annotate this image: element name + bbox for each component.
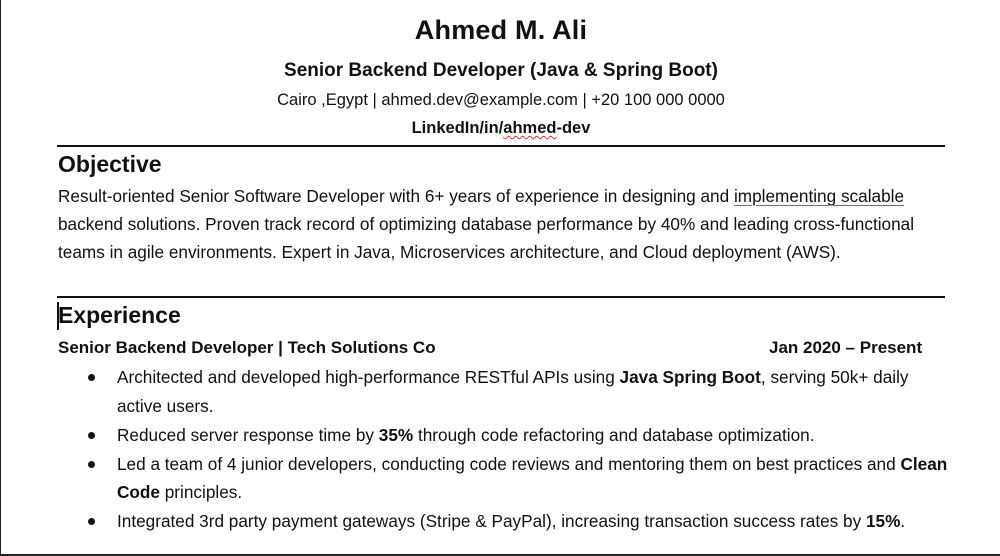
bullet-highlight: Java Spring Boot — [619, 367, 761, 387]
objective-text-end: backend solutions. Proven track record of optimizing database performance by 40% and leading cross-functional teams in agile environments. Expert in Java, Microservices architecture, and Cloud deployment (AWS). — [58, 214, 915, 262]
objective-paragraph[interactable] — [58, 182, 953, 266]
bullet-dot-icon — [88, 432, 95, 439]
contact-line: Cairo ,Egypt | ahmed.dev@example.com | +20 100 000 0000 — [277, 91, 725, 109]
section-divider — [57, 296, 945, 298]
job-dates: Jan 2020 – Present — [769, 338, 923, 357]
grammar-flagged-text: implementing scalable — [733, 186, 905, 206]
bullet-text: . — [900, 511, 906, 531]
section-divider — [57, 145, 945, 147]
job-title: Senior Backend Developer | Tech Solutions Co — [58, 338, 436, 357]
bullet-text: Led a team of 4 junior developers, conducting code reviews and mentoring them on best practices and — [117, 453, 901, 474]
linkedin-prefix: LinkedIn/in/ — [411, 119, 504, 137]
bullet-text: Integrated 3rd party payment gateways (Stripe & PayPal), increasing transaction success rates by — [117, 511, 866, 531]
objective-heading: Objective — [58, 151, 162, 177]
bullet-dot-icon — [88, 518, 95, 525]
linkedin-handle-flagged: ahmed — [503, 119, 557, 137]
objective-text-start: Result-oriented Senior Software Developer with 6+ years of experience in designing and — [58, 186, 734, 206]
list-item[interactable] — [58, 363, 948, 420]
list-item[interactable] — [58, 421, 948, 450]
linkedin-line — [1, 119, 1000, 138]
bullet-highlight: Clean Code — [117, 453, 948, 502]
experience-heading: Experience — [58, 302, 181, 328]
experience-bullets — [58, 363, 948, 536]
list-item[interactable] — [58, 507, 948, 536]
bullet-highlight: 15% — [865, 511, 901, 531]
bullet-text: Architected and developed high-performance RESTful APIs using — [117, 367, 620, 387]
list-item[interactable] — [58, 450, 948, 507]
bullet-dot-icon — [88, 461, 95, 468]
bullet-text: principles. — [159, 482, 243, 502]
linkedin-handle-suffix: -dev — [556, 119, 591, 137]
bullet-text: , serving 50k+ daily active users. — [117, 367, 909, 416]
candidate-name: Ahmed M. Ali — [414, 15, 588, 45]
bullet-text: Reduced server response time by — [117, 424, 379, 445]
bullet-text: through code refactoring and database optimization. — [413, 424, 815, 445]
bullet-dot-icon — [88, 374, 95, 381]
bullet-highlight: 35% — [378, 424, 414, 445]
candidate-title: Senior Backend Developer (Java & Spring Boot) — [284, 60, 718, 81]
